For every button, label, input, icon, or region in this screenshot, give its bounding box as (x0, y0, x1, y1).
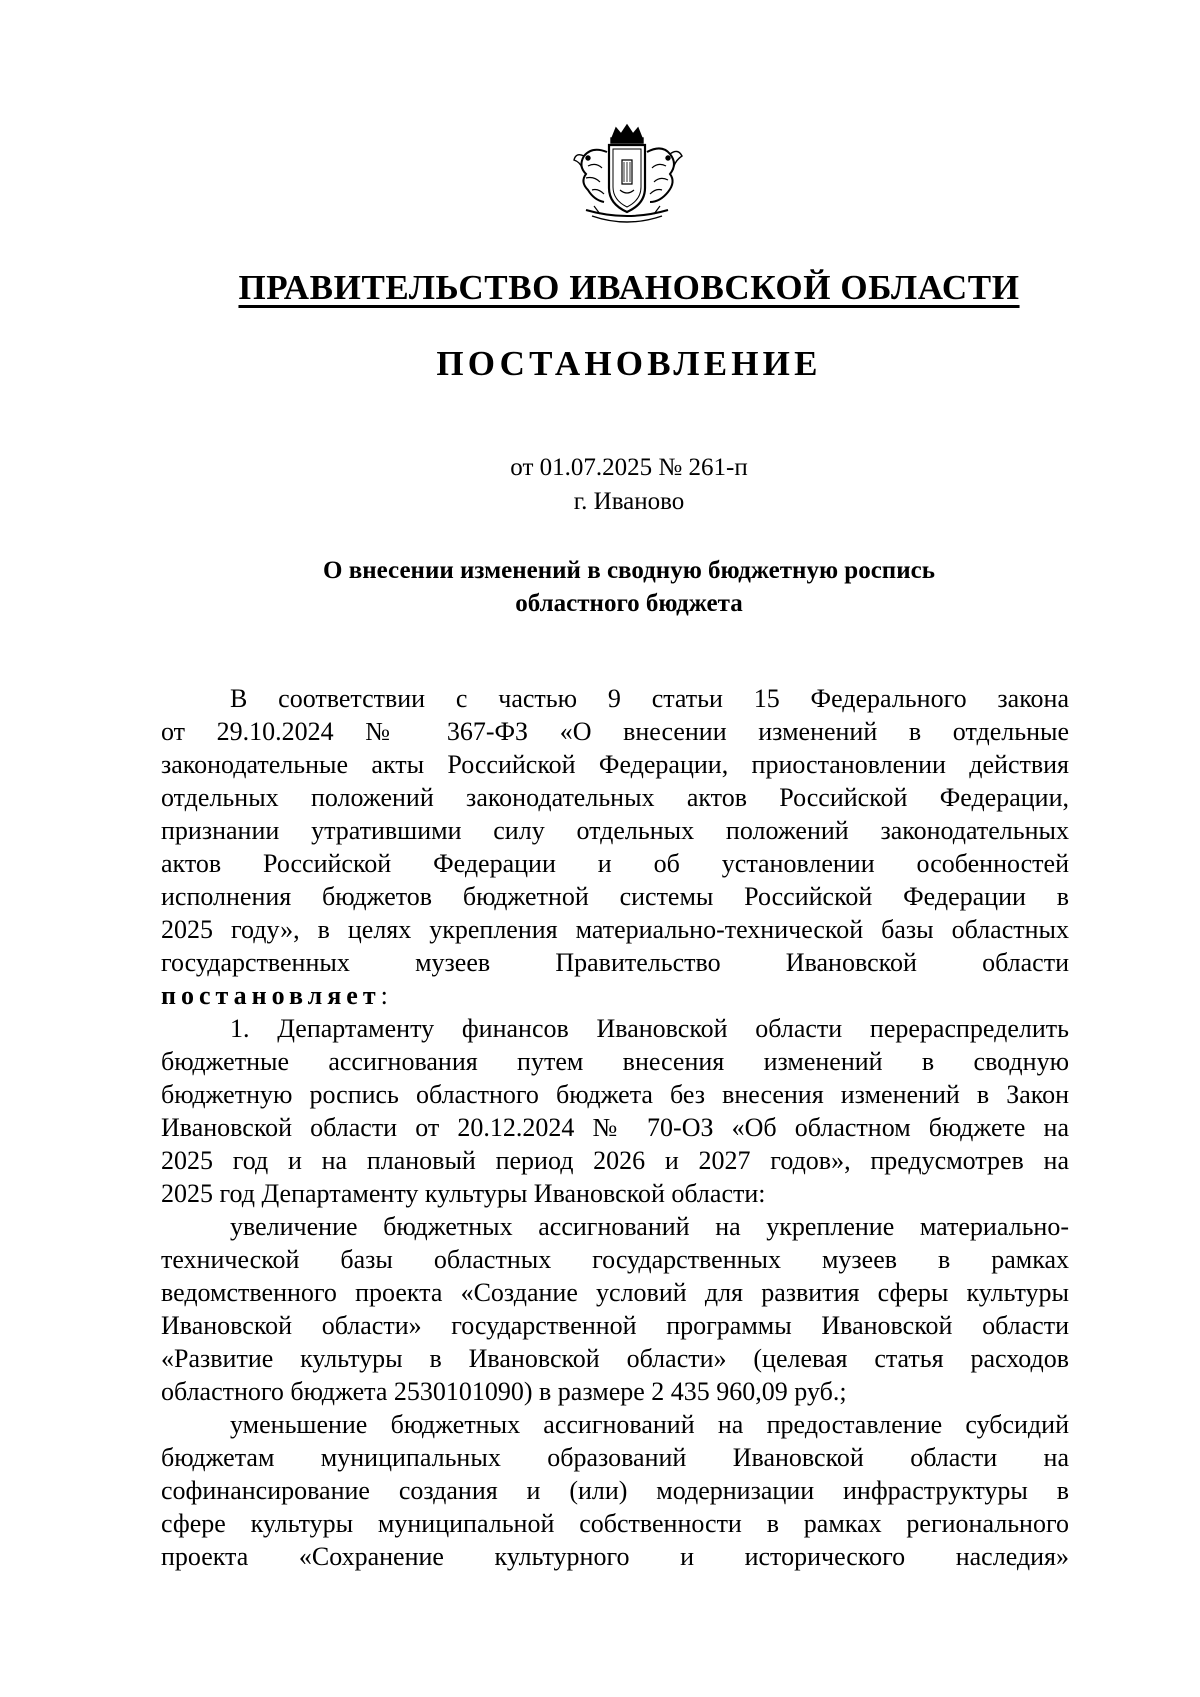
body-line: признании утратившими силу отдельных положений законодательных (161, 816, 1069, 845)
body-line: 2025 год Департаменту культуры Ивановской области: (161, 1179, 766, 1208)
body-line: уменьшение бюджетных ассигнований на предоставление субсидий (230, 1410, 1069, 1439)
organization-title-text: ПРАВИТЕЛЬСТВО ИВАНОВСКОЙ ОБЛАСТИ (238, 268, 1020, 307)
body-line: исполнения бюджетов бюджетной системы Российской Федерации в (161, 882, 1069, 911)
body-line: отдельных положений законодательных актов Российской Федерации, (161, 783, 1069, 812)
body-line: законодательные акты Российской Федерации, приостановлении действия (161, 750, 1069, 779)
body-line: «Развитие культуры в Ивановской области» (целевая статья расходов (161, 1344, 1069, 1373)
body-line: ведомственного проекта «Создание условий для развития сферы культуры (161, 1278, 1069, 1307)
decree-verb-line (161, 979, 1069, 1012)
body-line: областного бюджета 2530101090) в размере 2 435 960,09 руб.; (161, 1377, 847, 1406)
body-line: бюджетам муниципальных образований Ивановской области на (161, 1443, 1069, 1472)
body-line: 2025 году», в целях укрепления материально-технической базы областных (161, 915, 1069, 944)
body-line: Ивановской области от 20.12.2024 № 70-ОЗ «Об областном бюджете на (161, 1113, 1069, 1142)
body-line: Ивановской области» государственной программы Ивановской области (161, 1311, 1069, 1340)
document-heading-line-1: О внесении изменений в сводную бюджетную роспись (323, 557, 935, 584)
body-line: увеличение бюджетных ассигнований на укрепление материально- (230, 1212, 1069, 1241)
document-date-number: от 01.07.2025 № 261-п (510, 454, 748, 481)
organization-title (0, 268, 1200, 308)
decree-verb: постановляет (161, 981, 381, 1010)
body-line: софинансирование создания и (или) модернизации инфраструктуры в (161, 1476, 1069, 1505)
body-line: бюджетные ассигнования путем внесения изменений в сводную (161, 1047, 1069, 1076)
document-city: г. Иваново (573, 488, 685, 515)
body-line: В соответствии с частью 9 статьи 15 Федерального закона (230, 684, 1069, 713)
decree-verb-colon: : (380, 981, 388, 1010)
document-heading-line-2: областного бюджета (515, 590, 743, 617)
coat-of-arms-icon (564, 122, 690, 230)
body-line: бюджетную роспись областного бюджета без внесения изменений в Закон (161, 1080, 1069, 1109)
body-line: актов Российской Федерации и об установлении особенностей (161, 849, 1069, 878)
body-line: от 29.10.2024 № 367-ФЗ «О внесении изменений в отдельные (161, 717, 1069, 746)
document-body (161, 682, 1069, 1573)
body-line: технической базы областных государственных музеев в рамках (161, 1245, 1069, 1274)
body-line: 1. Департаменту финансов Ивановской области перераспределить (230, 1014, 1069, 1043)
body-line: 2025 год и на плановый период 2026 и 2027 годов», предусмотрев на (161, 1146, 1069, 1175)
document-type-title: ПОСТАНОВЛЕНИЕ (436, 344, 822, 383)
body-line: сфере культуры муниципальной собственности в рамках регионального (161, 1509, 1069, 1538)
body-line: государственных музеев Правительство Ивановской области (161, 948, 1069, 977)
body-line: проекта «Сохранение культурного и исторического наследия» (161, 1542, 1069, 1571)
